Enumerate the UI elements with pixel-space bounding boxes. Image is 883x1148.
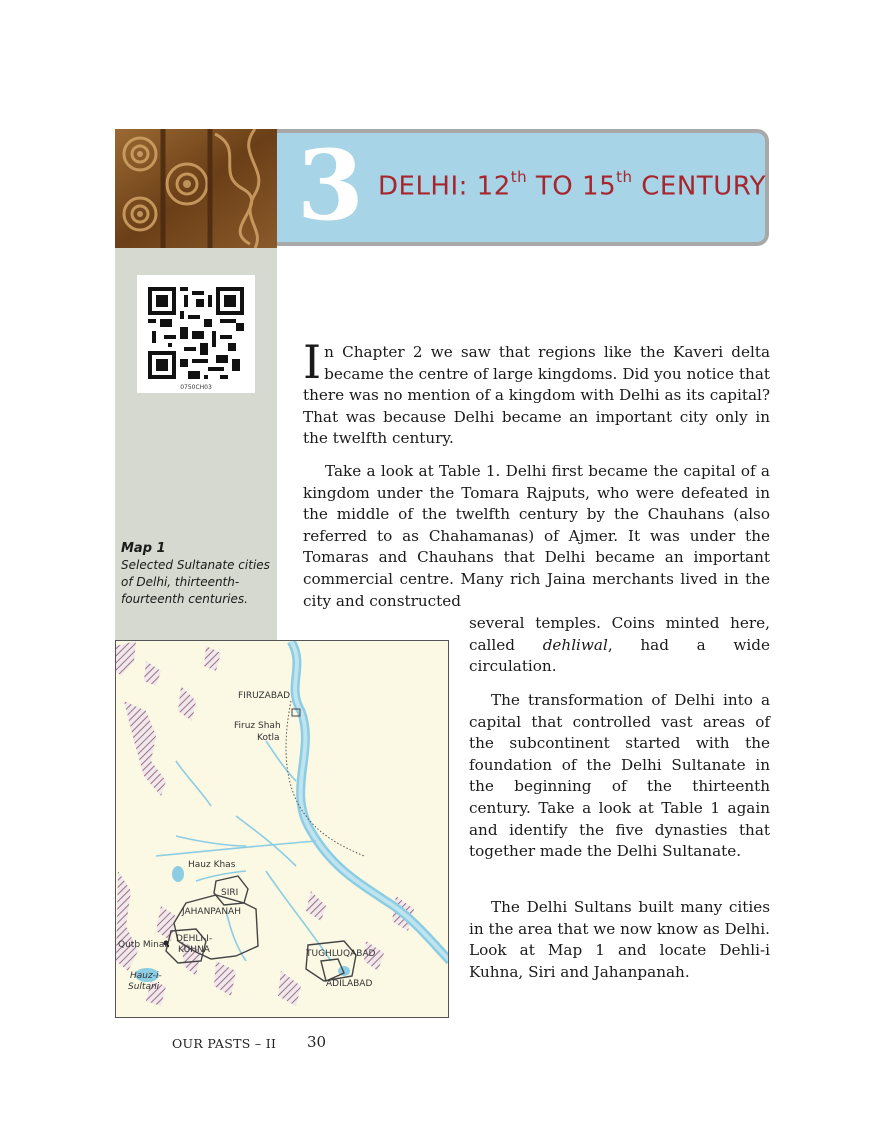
- carving-image: [115, 129, 277, 248]
- qr-pattern-icon: [148, 287, 244, 379]
- map-caption-text: Selected Sultanate cities of Delhi, thirteenth-fourteenth centuries.: [121, 558, 270, 606]
- map-caption: [121, 540, 271, 608]
- map-label-kuhna: KUHNA: [178, 945, 210, 955]
- map-label-hauz-khas: Hauz Khas: [188, 860, 236, 870]
- paragraph-4: The Delhi Sultans built many cities in the area that we now know as Delhi. Look at Map 1 and locate Dehli-i Kuhna, Siri and Jahanpanah.: [469, 898, 770, 981]
- chapter-number: 3: [297, 129, 364, 242]
- map-caption-title: Map 1: [121, 541, 166, 556]
- map-label-sultani: Sultani: [128, 982, 160, 992]
- map-label-jahanpanah: JAHANPANAH: [182, 907, 241, 917]
- map-label-firuzabad: FIRUZABAD: [238, 691, 291, 701]
- page-number: 30: [307, 1033, 327, 1051]
- qr-code-label: 0750CH03: [180, 384, 212, 391]
- paragraph-2a: Take a look at Table 1. Delhi first became the capital of a kingdom under the Tomara Rajputs, who were defeated in the middle of the twelfth century by the Chauhans (also referred to as Chahamanas) of Ajmer. It was under the Tomaras and Chauhans that Delhi became an important commercial centre. Many rich Jaina merchants lived in the city and constructed: [303, 462, 770, 610]
- map-label-dehli: DEHLI-I-: [176, 934, 213, 944]
- paragraph-2b: several temples. Coins minted here, called dehliwal, had a wide circulation.: [469, 614, 770, 676]
- footer-book-title: OUR PASTS – II: [172, 1036, 277, 1051]
- map-label-adilabad: ADILABAD: [326, 979, 373, 989]
- map-label-qutb-minar: Qutb Minar: [118, 940, 169, 950]
- qr-code[interactable]: [137, 275, 255, 393]
- hauz-khas-lake: [172, 866, 184, 882]
- map-label-firuz-shah: Firuz Shah: [234, 721, 281, 731]
- term-dehliwal: dehliwal: [542, 635, 608, 654]
- map-label-siri: SIRI: [221, 888, 239, 898]
- chapter-title: DELHI: 12th TO 15th CENTURY: [378, 168, 767, 202]
- map-label-kotla: Kotla: [257, 733, 280, 743]
- map-label-hauz: Hauz-i-: [130, 971, 162, 981]
- drop-cap: I: [303, 335, 322, 389]
- paragraph-3: The transformation of Delhi into a capital that controlled vast areas of the subcontinent started with the foundation of the Delhi Sultanate in the beginning of the thirteenth century. Take a look at Table 1 again and identify the five dynasties that together made the Delhi Sultanate.: [469, 691, 770, 861]
- map-label-tughluqabad: TUGHLUQABAD: [306, 949, 376, 959]
- map-1: [115, 640, 449, 1018]
- paragraph-1: In Chapter 2 we saw that regions like the Kaveri delta became the centre of large kingdoms. Did you notice that there was no mention of a kingdom with Delhi as its capital? That was because Delhi became an important city only in the twelfth century.: [303, 335, 771, 448]
